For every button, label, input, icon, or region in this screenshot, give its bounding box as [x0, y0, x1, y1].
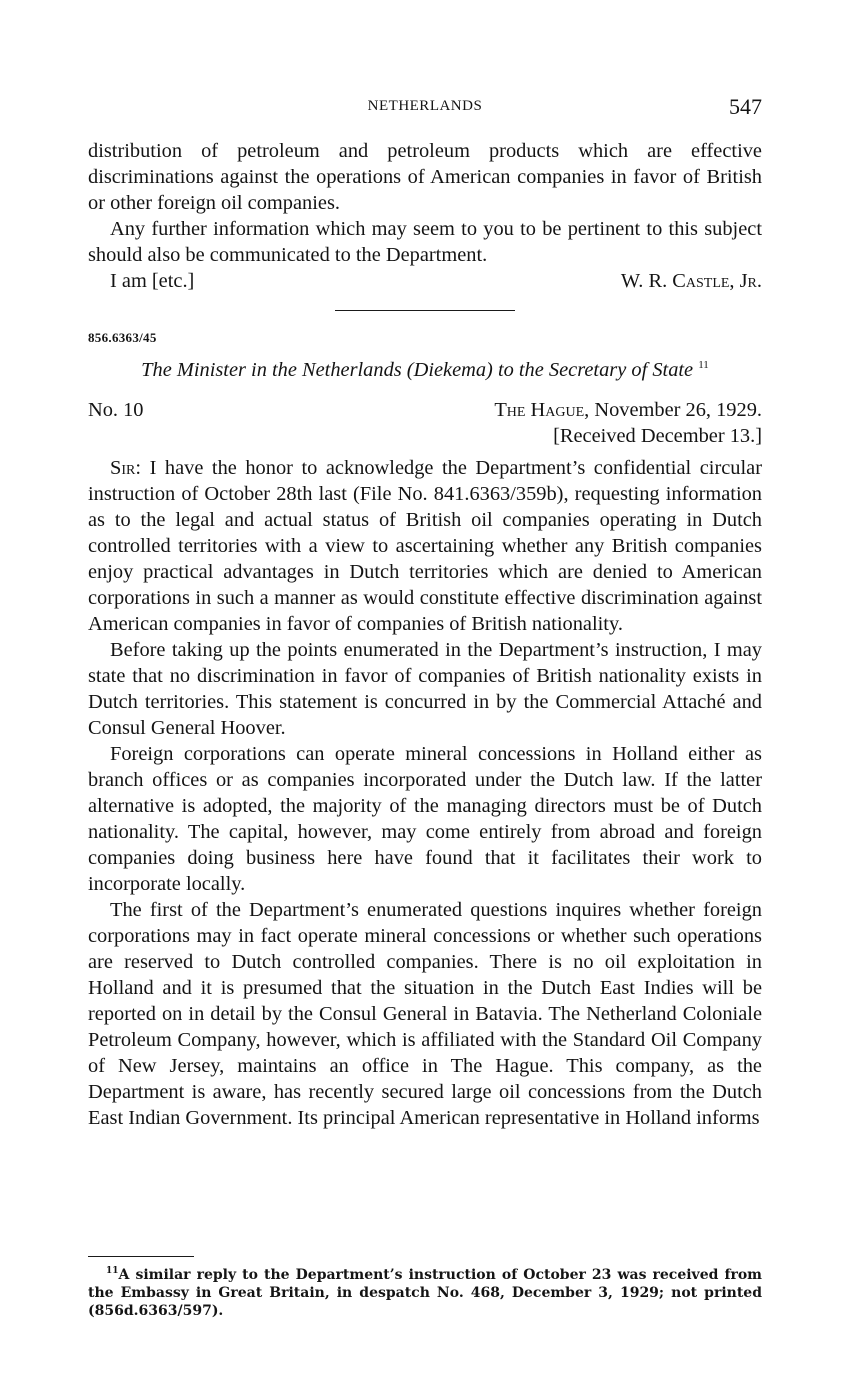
running-title: NETHERLANDS: [367, 98, 483, 114]
body-paragraph-1: [88, 455, 762, 637]
closing: I am [etc.]: [110, 270, 195, 292]
continuation-paragraph: distribution of petroleum and petroleum products which are effective discriminations against the operations of American companies in favor of British or other foreign oil companies.: [88, 140, 762, 214]
main-text: [88, 138, 762, 1131]
body-paragraph-2: Before taking up the points enumerated in the Department’s instruction, I may state that no discrimination in favor of companies of British nationality exists in Dutch territories. This statement is concurred in by the Commercial Attaché and Consul General Hoover.: [88, 639, 762, 739]
despatch-number: No. 10: [88, 399, 144, 421]
place-date: [494, 397, 762, 423]
received-date: [Received December 13.]: [553, 425, 762, 447]
footnote: [88, 1266, 762, 1320]
salutation: Sir:: [110, 457, 142, 479]
footnote-text: A similar reply to the Department’s instruction of October 23 was received from the Embassy in Great Britain, in despatch No. 468, December 3, 1929; not printed (856d.6363/597).: [88, 1267, 762, 1319]
continuation-paragraph-2: Any further information which may seem to you to be pertinent to this subject should also be communicated to the Department.: [88, 218, 762, 266]
footnote-mark: 11: [698, 359, 709, 372]
dateline: [88, 397, 762, 423]
file-number: 856.6363/45: [88, 330, 157, 345]
body-paragraph-1-text: I have the honor to acknowledge the Department’s confidential circular instruction of October 28th last (File No. 841.6363/359b), requesting information as to the legal and actual status of British oil companies operating in Dutch controlled territories with a view to ascertaining whether any British companies enjoy practical advantages in Dutch territories which are denied to American corporations in such a manner as would constitute effective discrimination against American companies in favor of companies of British nationality.: [88, 457, 762, 635]
place: The Hague,: [494, 399, 590, 421]
section-divider: [335, 310, 515, 311]
footnote-rule: [88, 1256, 194, 1257]
document-title: [108, 357, 742, 383]
page-number: 547: [729, 94, 762, 119]
date: November 26, 1929.: [594, 399, 762, 421]
document-title-text: The Minister in the Netherlands (Diekema) to the Secretary of State: [141, 359, 694, 381]
footnote-number: 11: [106, 1266, 119, 1277]
closing-line: [88, 268, 762, 294]
body-paragraph-4: The first of the Department’s enumerated questions inquires whether foreign corporations may in fact operate mineral concessions or whether such operations are reserved to Dutch controlled companies. There is no oil exploitation in Holland and it is presumed that the situation in the Dutch East Indies will be reported on in detail by the Consul General in Batavia. The Netherland Coloniale Petroleum Company, however, which is affiliated with the Standard Oil Company of New Jersey, maintains an office in The Hague. This company, as the Department is aware, has recently secured large oil concessions from the Dutch East Indian Government. Its principal American representative in Holland informs: [88, 899, 762, 1129]
signature: W. R. Castle, Jr.: [620, 270, 762, 292]
body-paragraph-3: Foreign corporations can operate mineral concessions in Holland either as branch offices or as companies incorporated under the Dutch law. If the latter alternative is adopted, the majority of the managing directors must be of Dutch nationality. The capital, however, may come entirely from abroad and foreign companies doing business here have found that it facilitates their work to incorporate locally.: [88, 743, 762, 895]
running-head: [88, 94, 762, 118]
